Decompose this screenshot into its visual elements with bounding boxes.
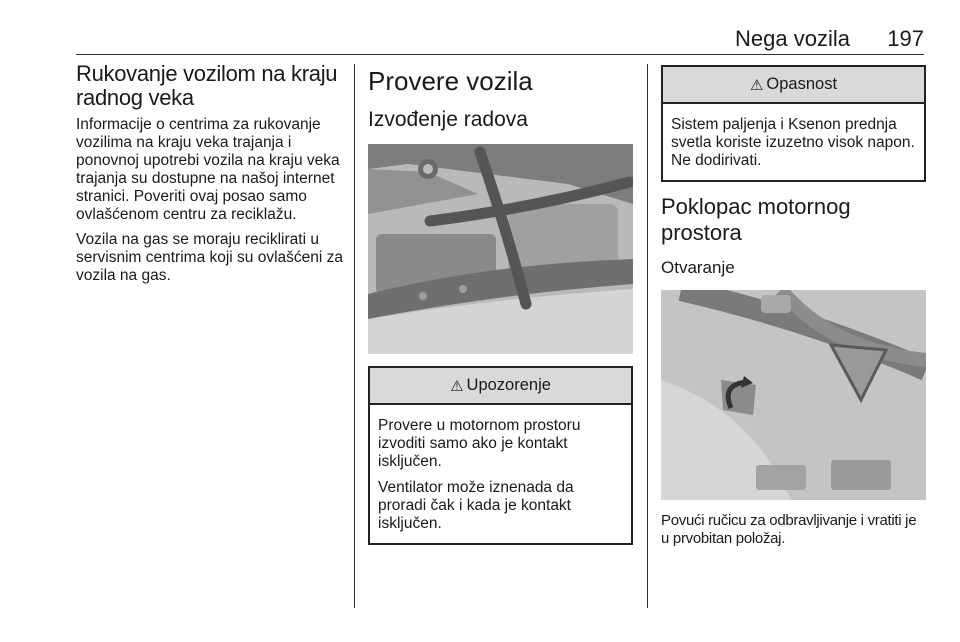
- warning-box-body: [370, 405, 631, 543]
- warning-triangle-icon: ⚠: [450, 377, 464, 395]
- column-divider-2: [647, 64, 648, 608]
- warning-box: [368, 366, 633, 545]
- column-divider-1: [354, 64, 355, 608]
- danger-box-header: [663, 67, 924, 104]
- warning-paragraph-ignition: Provere u motornom prostoru izvoditi samo ako je kontakt isključen.: [378, 417, 581, 470]
- paragraph-gas-vehicles: Vozila na gas se moraju reciklirati u servisnim centrima koji su ovlašćeni za vozila na gas.: [76, 231, 344, 284]
- section-heading-bonnet: Poklopac motornog prostora: [661, 194, 851, 245]
- figure-caption-release-lever: Povući ručicu za odbravljivanje i vratiti je u prvobitan položaj.: [661, 512, 917, 547]
- column-end-of-life: [76, 62, 346, 285]
- section-heading-end-of-life: Rukovanje vozilom na kraju radnog veka: [76, 61, 338, 110]
- danger-box: [661, 65, 926, 182]
- release-lever-illustration: [661, 290, 926, 500]
- warning-triangle-icon: ⚠: [749, 76, 764, 94]
- paragraph-end-of-life-info: Informacije o centrima za rukovanje vozilima na kraju veka trajanja i ponovnoj upotrebi vozila na kraju veka trajanja su dostupne na našoj internet stranici. Poveriti ovaj posao samo ovlašćenom centru za reciklažu.: [76, 116, 340, 223]
- section-heading-vehicle-checks: Provere vozila: [368, 66, 533, 96]
- danger-title: Opasnost: [766, 75, 838, 93]
- engine-bay-photo: [368, 144, 633, 354]
- column-bonnet: [661, 62, 927, 548]
- subheading-performing-work: Izvođenje radova: [368, 108, 528, 131]
- running-header-title: Nega vozila: [735, 26, 850, 51]
- header-divider: [76, 54, 924, 55]
- warning-paragraph-fan: Ventilator može iznenada da proradi čak i kada je kontakt isključen.: [378, 479, 574, 532]
- engine-bay-illustration: [368, 144, 633, 354]
- release-lever-photo: [661, 290, 926, 500]
- page-number: 197: [887, 26, 924, 51]
- column-vehicle-checks: [368, 62, 633, 545]
- warning-box-header: [370, 368, 631, 405]
- subheading-opening: Otvaranje: [661, 258, 735, 277]
- danger-paragraph-voltage: Sistem paljenja i Ksenon prednja svetla koriste izuzetno visok napon. Ne dodirivati.: [671, 116, 915, 169]
- warning-title: Upozorenje: [466, 376, 551, 394]
- danger-box-body: [663, 104, 924, 180]
